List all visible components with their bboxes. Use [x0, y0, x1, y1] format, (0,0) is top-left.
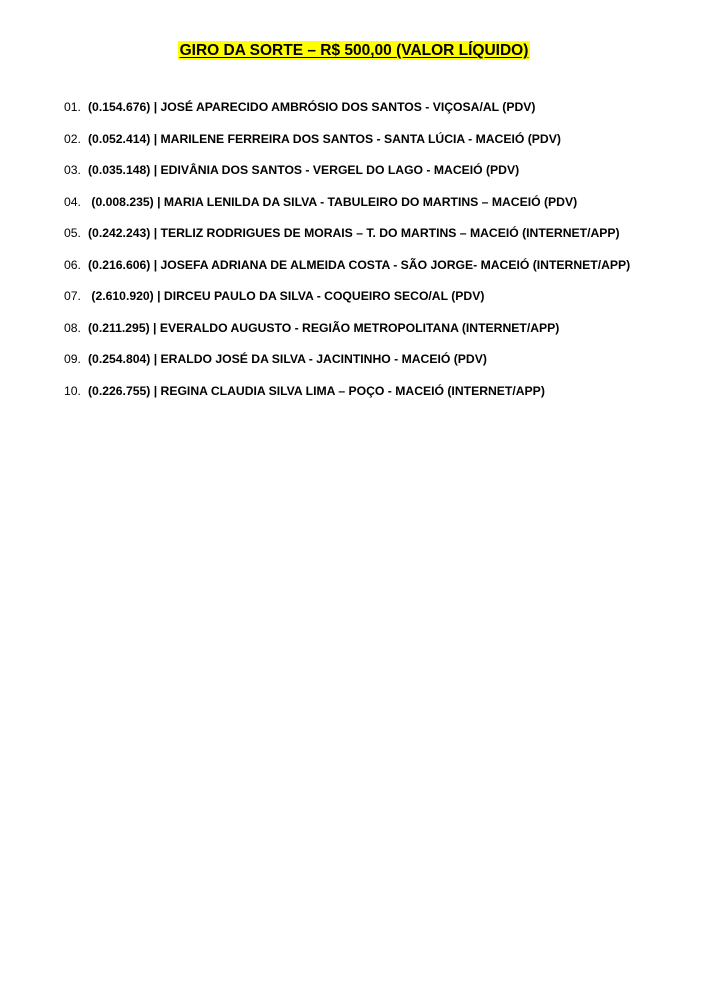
- winner-item: [64, 350, 704, 382]
- winner-item: [64, 256, 704, 288]
- winner-text: (0.035.148) | EDIVÂNIA DOS SANTOS - VERGEL DO LAGO - MACEIÓ (PDV): [88, 163, 520, 177]
- winner-text: (0.154.676) | JOSÉ APARECIDO AMBRÓSIO DOS SANTOS - VIÇOSA/AL (PDV): [88, 100, 536, 114]
- winner-item: [64, 224, 704, 256]
- winner-number: 08.: [64, 320, 81, 335]
- winner-text: (2.610.920) | DIRCEU PAULO DA SILVA - COQUEIRO SECO/AL (PDV): [88, 289, 485, 303]
- winner-number: 06.: [64, 257, 81, 272]
- winner-text: (0.008.235) | MARIA LENILDA DA SILVA - TABULEIRO DO MARTINS – MACEIÓ (PDV): [88, 194, 578, 209]
- winner-item: [64, 287, 704, 319]
- winner-number: 03.: [64, 163, 81, 177]
- winner-item: [64, 161, 704, 193]
- winner-text: (0.052.414) | MARILENE FERREIRA DOS SANTOS - SANTA LÚCIA - MACEIÓ (PDV): [88, 131, 561, 146]
- winner-number: 02.: [64, 131, 81, 146]
- winners-list: [64, 98, 704, 413]
- winner-text: (0.254.804) | ERALDO JOSÉ DA SILVA - JACINTINHO - MACEIÓ (PDV): [88, 352, 487, 366]
- winner-item: [64, 319, 704, 351]
- winner-number: 10.: [64, 383, 81, 398]
- winner-number: 07.: [64, 289, 81, 303]
- winner-text: (0.216.606) | JOSEFA ADRIANA DE ALMEIDA COSTA - SÃO JORGE- MACEIÓ (INTERNET/APP): [88, 257, 631, 272]
- winner-item: [64, 130, 704, 162]
- winner-item: [64, 382, 704, 414]
- winner-number: 04.: [64, 194, 81, 209]
- winner-number: 05.: [64, 226, 81, 240]
- winner-text: (0.211.295) | EVERALDO AUGUSTO - REGIÃO METROPOLITANA (INTERNET/APP): [88, 320, 560, 335]
- winner-item: [64, 193, 704, 225]
- winner-text: (0.242.243) | TERLIZ RODRIGUES DE MORAIS – T. DO MARTINS – MACEIÓ (INTERNET/APP): [88, 226, 620, 240]
- winner-text: (0.226.755) | REGINA CLAUDIA SILVA LIMA – POÇO - MACEIÓ (INTERNET/APP): [88, 383, 545, 398]
- winner-item: [64, 98, 704, 130]
- page-title: GIRO DA SORTE – R$ 500,00 (VALOR LÍQUIDO): [179, 42, 529, 59]
- title-container: [0, 41, 708, 60]
- winner-number: 09.: [64, 352, 81, 366]
- winner-number: 01.: [64, 100, 81, 114]
